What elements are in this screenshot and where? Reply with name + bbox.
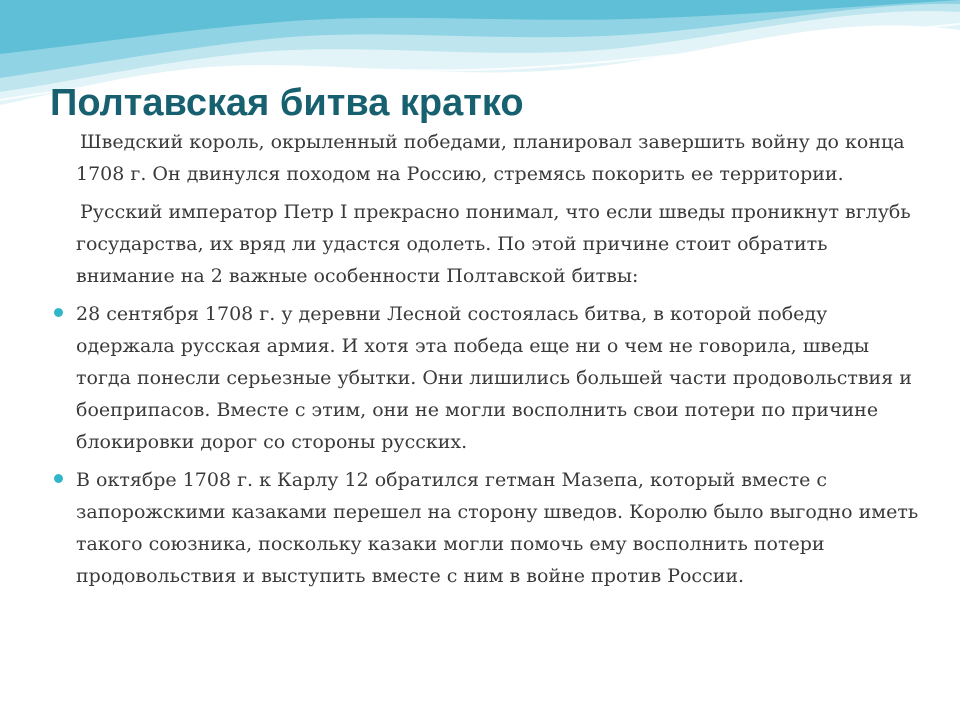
bullet-dot-icon [54, 474, 63, 483]
bullet-dot-icon [54, 308, 63, 317]
slide-content [76, 126, 926, 598]
paragraph-peter: Русский император Петр I прекрасно понимал, что если шведы проникнут вглубь государства, их вряд ли удастся одолеть. По этой причине стоит обратить внимание на 2 важные особенности Полтавской битвы: [76, 201, 911, 287]
bullet-item-mazepa [76, 464, 926, 592]
slide-title: Полтавская битва кратко [50, 82, 524, 124]
bullet-text: 28 сентября 1708 г. у деревни Лесной состоялась битва, в которой победу одержала русская армия. И хотя эта победа еще ни о чем не говорила, шведы тогда понесли серьезные убытки. Они лишились большей части продовольствия и боеприпасов. Вместе с этим, они не могли восполнить свои потери по причине блокировки дорог со стороны русских. [76, 303, 912, 453]
paragraph-intro: Шведский король, окрыленный победами, планировал завершить войну до конца 1708 г. Он двинулся походом на Россию, стремясь покорить ее территории. [76, 131, 905, 185]
bullet-item-lesnaya [76, 298, 926, 458]
bullet-text: В октябре 1708 г. к Карлу 12 обратился гетман Мазепа, который вместе с запорожскими казаками перешел на сторону шведов. Королю было выгодно иметь такого союзника, поскольку казаки могли помочь ему восполнить потери продовольствия и выступить вместе с ним в войне против России. [76, 469, 919, 587]
